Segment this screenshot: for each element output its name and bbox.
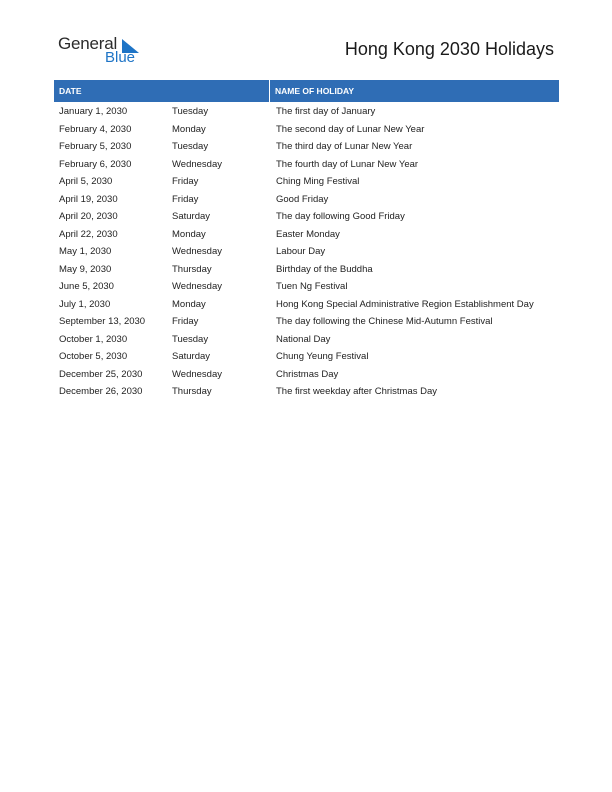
table-row xyxy=(54,243,559,261)
table-row xyxy=(54,191,559,209)
table-row xyxy=(54,366,559,384)
holiday-name: Good Friday xyxy=(276,193,329,205)
holiday-name: Birthday of the Buddha xyxy=(276,263,373,275)
holiday-date: May 9, 2030 xyxy=(59,263,112,275)
holiday-name: The day following the Chinese Mid-Autumn Festival xyxy=(276,316,493,327)
holiday-name: The first weekday after Christmas Day xyxy=(276,386,438,397)
logo-word-general: General xyxy=(58,34,118,53)
holiday-weekday: Thursday xyxy=(172,386,212,397)
holiday-date: February 6, 2030 xyxy=(59,158,132,170)
holiday-name: Chung Yeung Festival xyxy=(276,351,369,362)
holiday-weekday: Tuesday xyxy=(172,106,209,117)
holiday-weekday: Wednesday xyxy=(172,368,222,380)
table-row xyxy=(54,278,559,296)
holiday-date: April 19, 2030 xyxy=(59,193,118,205)
holiday-weekday: Monday xyxy=(172,298,206,310)
holiday-date: February 5, 2030 xyxy=(59,141,132,152)
holiday-date: April 20, 2030 xyxy=(59,211,118,222)
table-row xyxy=(54,296,559,314)
holiday-date: January 1, 2030 xyxy=(59,106,128,117)
holiday-weekday: Tuesday xyxy=(172,333,209,345)
holiday-weekday: Saturday xyxy=(172,351,211,362)
holiday-date: July 1, 2030 xyxy=(59,298,111,310)
holiday-weekday: Monday xyxy=(172,123,206,135)
column-header-date: DATE xyxy=(54,80,270,102)
logo xyxy=(58,34,158,68)
table-row xyxy=(54,313,559,331)
holiday-name: Christmas Day xyxy=(276,368,339,380)
holiday-name: The day following Good Friday xyxy=(276,211,405,222)
holiday-name: Tuen Ng Festival xyxy=(276,281,348,292)
holiday-name: Hong Kong Special Administrative Region Establishment Day xyxy=(276,298,534,310)
table-row xyxy=(54,226,559,244)
table-row xyxy=(54,208,559,226)
holiday-date: October 1, 2030 xyxy=(59,333,128,345)
table-row xyxy=(54,331,559,349)
table-row xyxy=(54,121,559,139)
holiday-name: The fourth day of Lunar New Year xyxy=(276,158,419,170)
holiday-weekday: Monday xyxy=(172,228,206,240)
holiday-date: September 13, 2030 xyxy=(59,316,146,327)
holiday-name: The second day of Lunar New Year xyxy=(276,123,425,135)
holiday-date: June 5, 2030 xyxy=(59,281,114,292)
table-row xyxy=(54,138,559,156)
table-row xyxy=(54,348,559,366)
table-row xyxy=(54,173,559,191)
holiday-weekday: Tuesday xyxy=(172,141,209,152)
holiday-weekday: Thursday xyxy=(172,263,212,275)
holiday-date: December 26, 2030 xyxy=(59,386,143,397)
holiday-weekday: Saturday xyxy=(172,211,211,222)
holiday-date: April 5, 2030 xyxy=(59,176,113,187)
logo-word-blue: Blue xyxy=(105,49,136,66)
table-row xyxy=(54,261,559,279)
holiday-name: The third day of Lunar New Year xyxy=(276,141,413,152)
column-header-holiday-name: NAME OF HOLIDAY xyxy=(275,86,355,96)
holiday-date: April 22, 2030 xyxy=(59,228,118,240)
holiday-weekday: Wednesday xyxy=(172,158,222,170)
holiday-date: October 5, 2030 xyxy=(59,351,128,362)
holiday-date: May 1, 2030 xyxy=(59,246,112,257)
holiday-name: Labour Day xyxy=(276,246,326,257)
holiday-weekday: Wednesday xyxy=(172,246,222,257)
holiday-name: The first day of January xyxy=(276,106,376,117)
page-title: Hong Kong 2030 Holidays xyxy=(344,39,554,59)
holiday-weekday: Wednesday xyxy=(172,281,222,292)
holiday-name: Easter Monday xyxy=(276,228,340,240)
table-row xyxy=(54,156,559,174)
holiday-date: December 25, 2030 xyxy=(59,368,143,380)
table-body xyxy=(54,103,559,401)
holiday-name: National Day xyxy=(276,333,331,345)
table-row xyxy=(54,383,559,401)
table-row xyxy=(54,103,559,121)
holiday-name: Ching Ming Festival xyxy=(276,176,360,187)
holiday-weekday: Friday xyxy=(172,316,199,327)
holiday-date: February 4, 2030 xyxy=(59,123,132,135)
holiday-weekday: Friday xyxy=(172,176,199,187)
holiday-table xyxy=(54,80,559,401)
table-header xyxy=(54,80,559,102)
holiday-weekday: Friday xyxy=(172,193,199,205)
